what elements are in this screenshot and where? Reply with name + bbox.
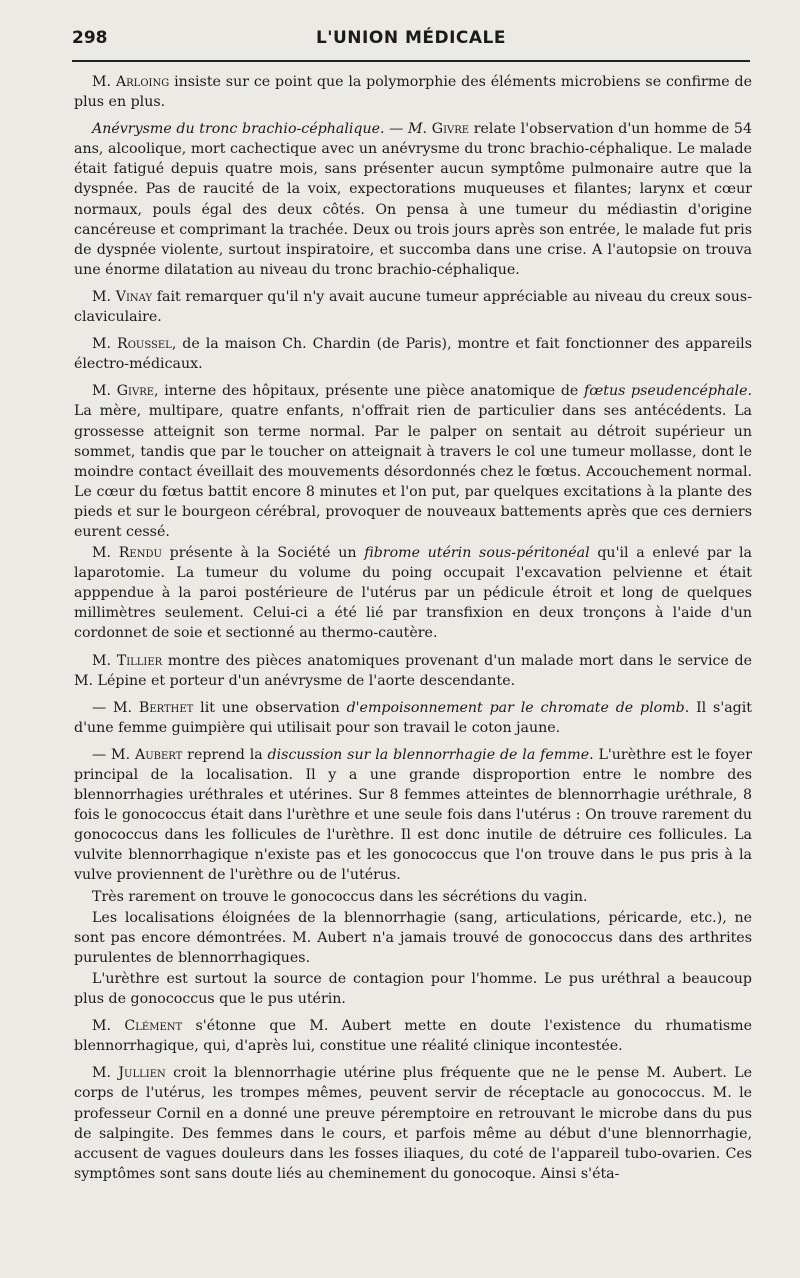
speaker-name: Berthet	[138, 699, 194, 716]
speaker-name: Jullien	[118, 1065, 166, 1082]
paragraph-vinay: M. Vinay fait remarquer qu'il n'y avait aucune tumeur appréciable au niveau du creux sous-claviculaire.	[74, 288, 752, 326]
paragraph-berthet: — M. Berthet lit une observation d'empoisonnement par le chromate de plomb. Il s'agit d'une femme guimpière qui utilisait pour son travail le coton jaune.	[74, 699, 752, 736]
speaker-name: Rendu	[118, 545, 162, 562]
running-title: L'UNION MÉDICALE	[315, 28, 507, 48]
paragraph-anevrysme: Anévrysme du tronc brachio-céphalique. — M. Givre relate l'observation d'un homme de 54 ans, alcoolique, mort cachectique avec un anévrysme du tronc brachio-céphalique. Le malade était fatigué depuis quatre mois, sans présenter aucun symptôme pulmonaire autre que la dyspnée. Pas de raucité de la voix, expectorations muqueuses et filantes; larynx et cœur normaux, pouls égal des deux côtés. On pensa à une tumeur du médiastin d'origine cancéreuse et comprimant la trachée. Deux ou trois jours après son entrée, le malade fut pris de dyspnée violente, surtout inspiratoire, et succomba dans une crise. A l'autopsie on trouva une énorme dilatation au niveau du tronc brachio-céphalique.	[74, 121, 752, 278]
page-header	[72, 28, 750, 56]
italic-term: fœtus pseudencéphale	[583, 383, 748, 400]
paragraph-vagin: Très rarement on trouve le gonococcus dans les sécrétions du vagin.	[92, 888, 588, 905]
paragraph-clement: M. Clément s'étonne que M. Aubert mette en doute l'existence du rhumatisme blennorrhagique, qui, d'après lui, constitue une réalité clinique incontestée.	[74, 1018, 752, 1055]
section-heading: Anévrysme du tronc brachio-céphalique. — M.	[92, 121, 432, 138]
paragraph-roussel: M. Roussel, de la maison Ch. Chardin (de Paris), montre et fait fonctionner des appareils électro-médicaux.	[74, 336, 752, 373]
paragraph-rendu: M. Rendu présente à la Société un fibrome utérin sous-péritonéal qu'il a enlevé par la laparotomie. La tumeur du volume du poing occupait l'excavation pelvienne et était apppendue à la paroi postérieure de l'utérus par un pédicule étroit et long de quelques millimètres seulement. Celui-ci a été lié par transfixion en deux tronçons à l'aide d'un cordonnet de soie et sectionné au thermo-cautère.	[74, 545, 752, 642]
paragraph-tillier: M. Tillier montre des pièces anatomiques provenant d'un malade mort dans le service de M. Lépine et porteur d'un anévrysme de l'aorte descendante.	[74, 652, 753, 689]
article-body	[74, 72, 752, 1191]
paragraph-contagion: L'urèthre est surtout la source de contagion pour l'homme. Le pus uréthral a beaucoup plus de gonococcus que le pus utérin.	[74, 970, 752, 1008]
speaker-name: Givre	[431, 121, 470, 138]
header-rule	[72, 60, 750, 62]
speaker-name: Arloing	[115, 74, 170, 90]
speaker-name: Tillier	[116, 652, 163, 669]
speaker-name: Roussel	[117, 336, 172, 353]
page-number: 298	[72, 28, 108, 48]
speaker-name: Vinay	[115, 288, 153, 305]
speaker-name: Clément	[124, 1018, 183, 1035]
paragraph-localisations: Les localisations éloignées de la blennorrhagie (sang, articulations, péricarde, etc.), ne sont pas encore démontrées. M. Aubert n'a jamais trouvé de gonococcus dans des arthrites purulentes de blennorrhagiques.	[74, 909, 752, 966]
paragraph-jullien: M. Jullien croit la blennorrhagie utérine plus fréquente que ne le pense M. Aubert. Le corps de l'utérus, les trompes mêmes, peuvent servir de réceptacle au gonococcus. M. le professeur Cornil en a donné une preuve péremptoire en retrouvant le microbe dans du pus de salpingite. Des femmes dans le cours, et parfois même au début d'une blennorrhagie, accusent de vagues douleurs dans les fosses iliaques, du coté de l'appareil tubo-ovarien. Ces symptômes sont sans doute liés au cheminement du gonocoque. Ainsi s'éta-	[74, 1065, 752, 1182]
paragraph-aubert: — M. Aubert reprend la discussion sur la blennorrhagie de la femme. L'urèthre est le foyer principal de la localisation. Il y a une grande disproportion entre le nombre des blennorrhagies uréthrales et utérines. Sur 8 femmes atteintes de blennorrhagie uréthrale, 8 fois le gonococcus était dans l'urèthre et une seule fois dans l'utérus : On trouve rarement du gonococcus dans les follicules de l'urèthre. Il est donc inutile de détruire ces follicules. La vulvite blennorrhagique n'existe pas et les gonococcus que l'on trouve dans le pus pris à la vulve proviennent de l'urèthre ou de l'utérus.	[74, 746, 752, 884]
speaker-name: Aubert	[134, 746, 183, 763]
paragraph-givre: M. Givre, interne des hôpitaux, présente une pièce anatomique de fœtus pseudencéphale. La mère, multipare, quatre enfants, n'offrait rien de particulier dans ses antécédents. La grossesse atteignit son terme normal. Par le palper on sentait au détroit supérieur un sommet, tandis que par le toucher on atteignait à travers le col une tumeur mollasse, dont le moindre contact éveillait des mouvements désordonnés chez le fœtus. Accouchement normal. Le cœur du fœtus battit encore 8 minutes et l'on put, par quelques excitations à la plante des pieds et sur le bourgeon cérébral, provoquer de nouveaux battements après que ces derniers eurent cessé.	[74, 383, 752, 540]
italic-term: fibrome utérin sous-péritonéal	[364, 545, 590, 562]
speaker-name: Givre	[116, 383, 155, 400]
italic-term: discussion sur la blennorrhagie de la femme	[267, 746, 590, 763]
italic-term: d'empoisonnement par le chromate de plomb	[346, 699, 685, 716]
paragraph-arloing: M. Arloing insiste sur ce point que la polymorphie des éléments microbiens se confirme de plus en plus.	[74, 74, 752, 111]
